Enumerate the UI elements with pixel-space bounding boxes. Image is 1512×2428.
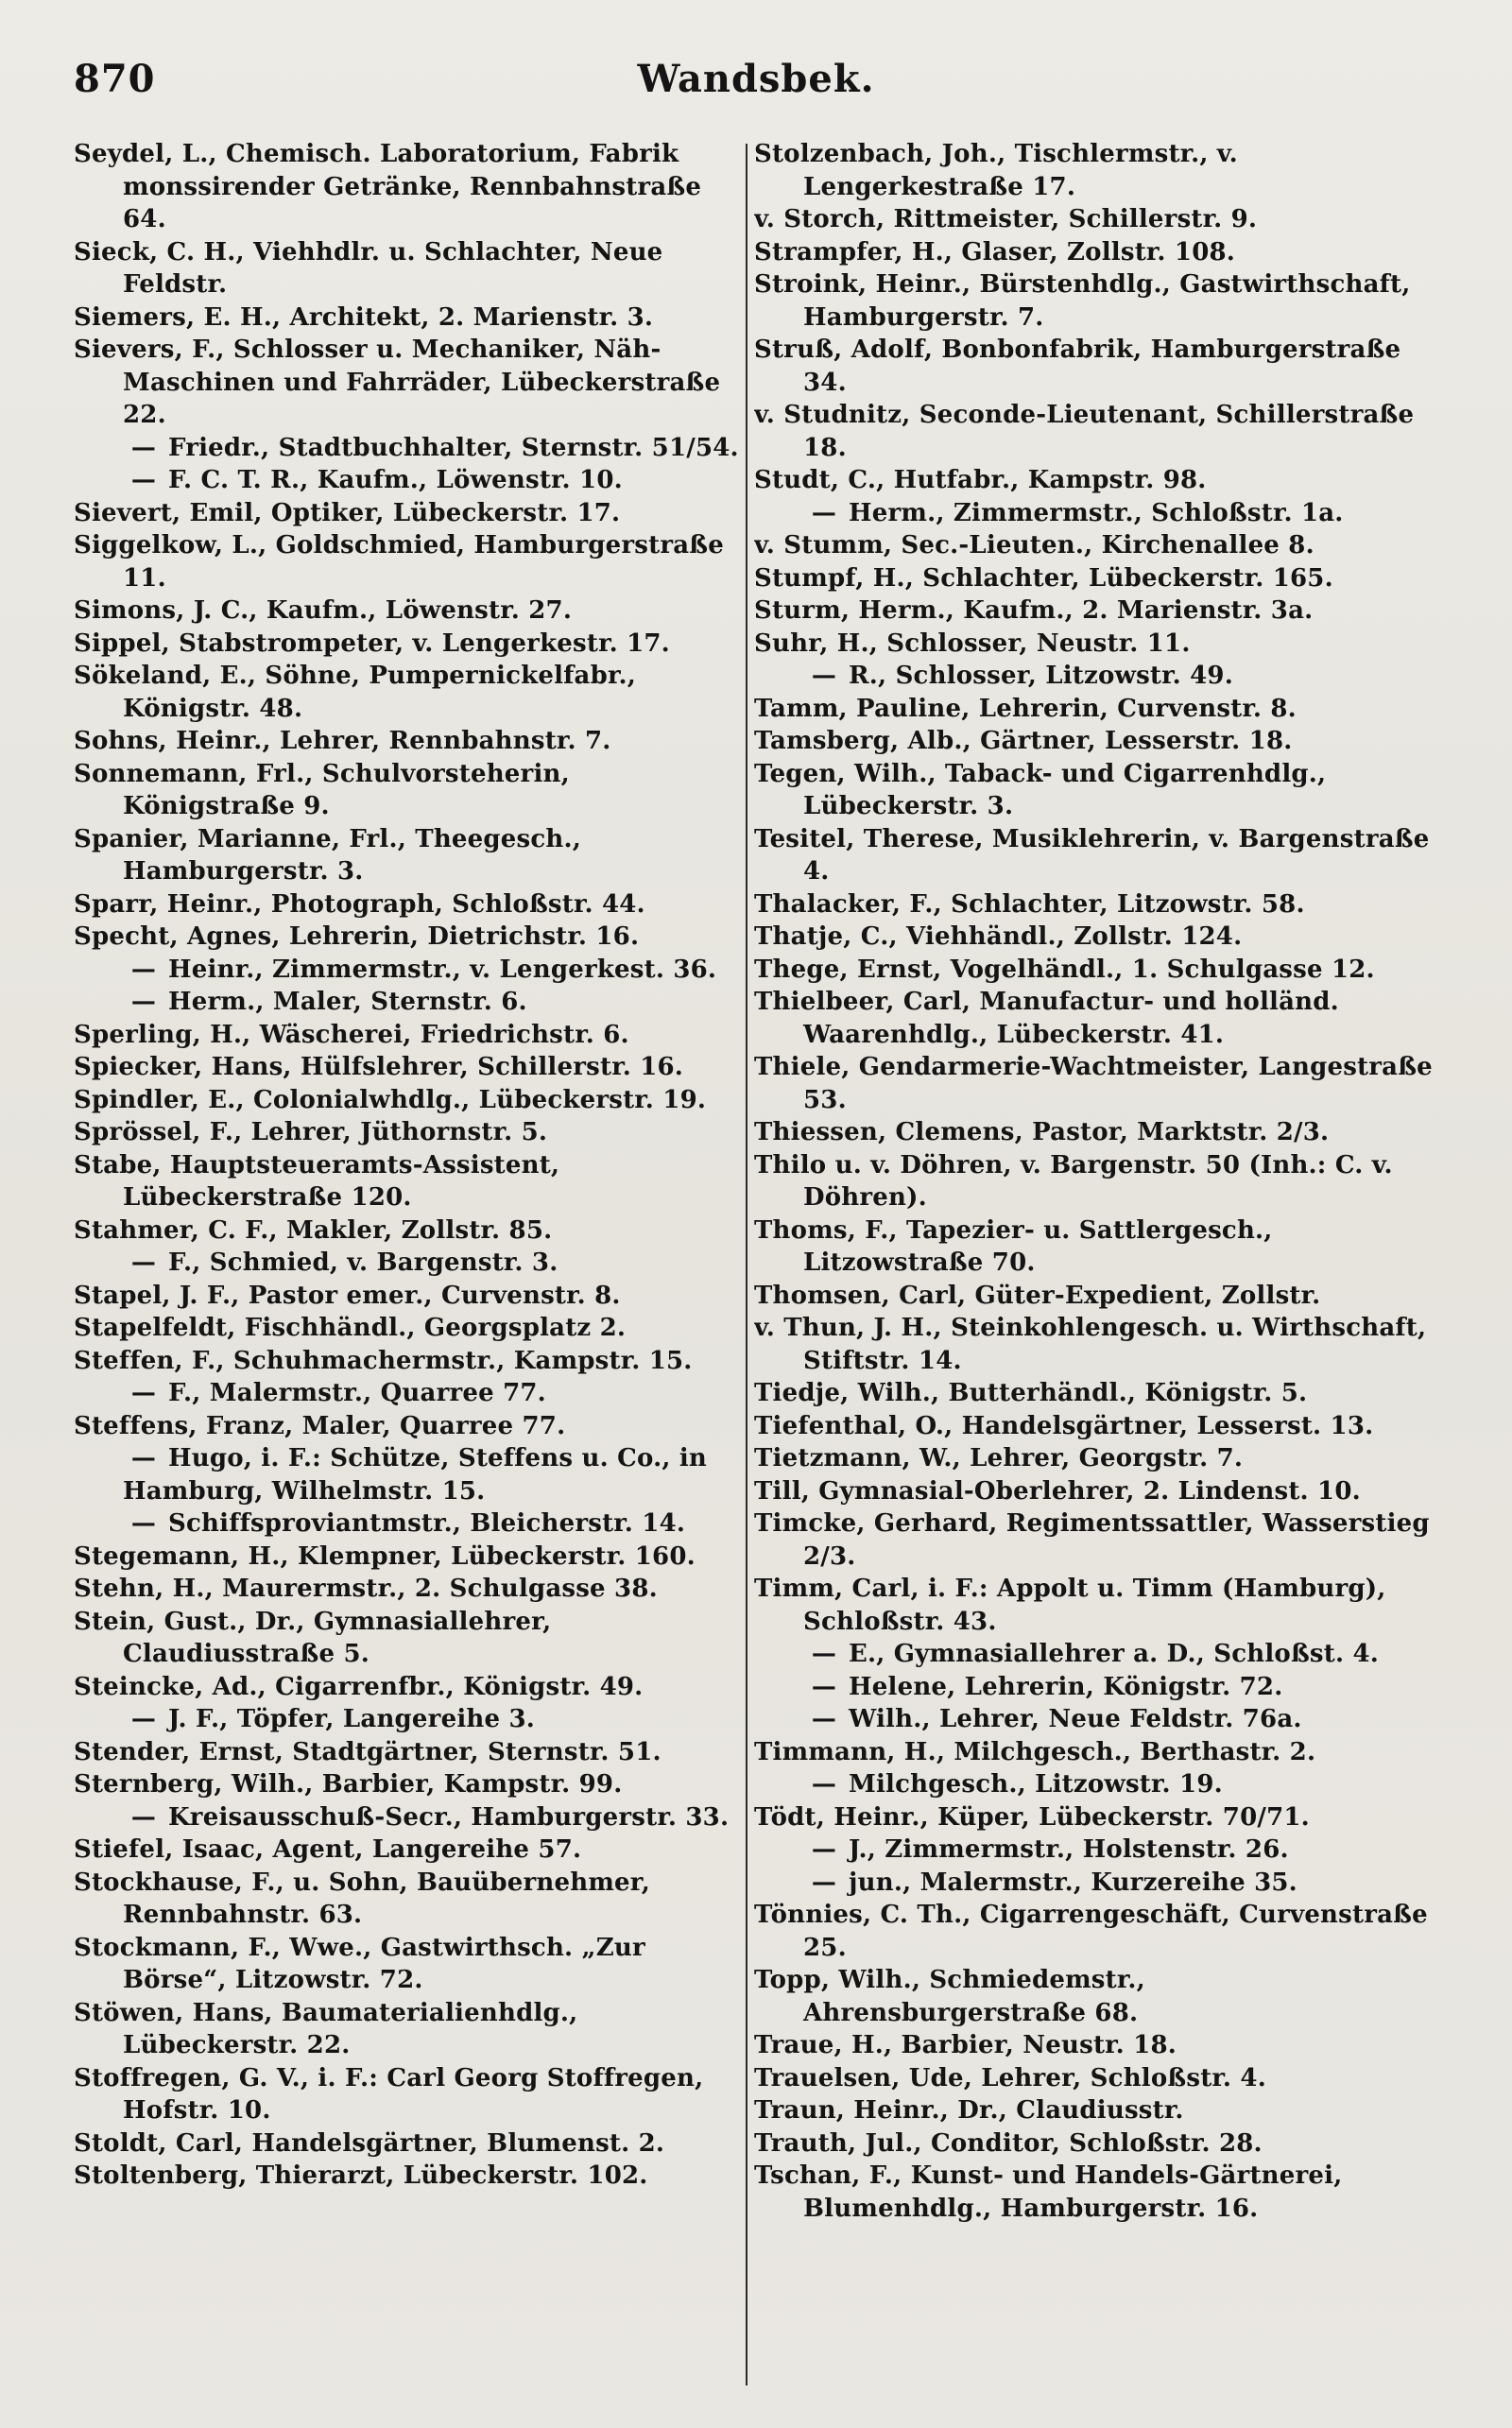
entry-text: Stoldt, Carl, Handelsgärtner, Blumenst. 2. [74, 2128, 665, 2158]
entry-text: E., Gymnasiallehrer a. D., Schloßst. 4. [849, 1640, 1379, 1668]
entry-text: Steincke, Ad., Cigarrenfbr., Königstr. 49. [74, 1672, 644, 1701]
entry-text: Herm., Maler, Sternstr. 6. [168, 988, 527, 1016]
running-head: Wandsbek. [637, 57, 875, 101]
directory-entry [74, 1377, 741, 1410]
entry-text: Till, Gymnasial-Oberlehrer, 2. Lindenst. 10. [754, 1476, 1361, 1506]
entry-text: Tietzmann, W., Lehrer, Georgstr. 7. [754, 1444, 1244, 1472]
directory-entry [74, 1084, 741, 1117]
directory-entry [74, 1541, 741, 1574]
directory-entry [754, 529, 1436, 562]
directory-entry [74, 1345, 741, 1378]
entry-text: Sturm, Herm., Kaufm., 2. Marienstr. 3a. [754, 596, 1314, 625]
entry-text: Sieck, C. H., Viehhdlr. u. Schlachter, Neue Feldstr. [74, 237, 663, 299]
entry-text: R., Schlosser, Litzowstr. 49. [849, 662, 1233, 690]
entry-text: Tschan, F., Kunst- und Handels-Gärtnerei, Blumenhdlg., Hamburgerstr. 16. [754, 2161, 1343, 2223]
directory-entry [754, 1768, 1436, 1801]
directory-entry [74, 1801, 741, 1834]
entry-text: Tiedje, Wilh., Butterhändl., Königstr. 5. [754, 1379, 1308, 1407]
entry-text: Wilh., Lehrer, Neue Feldstr. 76a. [849, 1705, 1302, 1733]
entry-text: Stroink, Heinr., Bürstenhdlg., Gastwirthschaft, Hamburgerstr. 7. [754, 270, 1411, 332]
directory-entry [754, 693, 1436, 726]
directory-entry [74, 1507, 741, 1541]
entry-text: Sökeland, E., Söhne, Pumpernickelfabr., Königstr. 48. [74, 662, 636, 723]
directory-entry [754, 138, 1436, 203]
directory-entry [754, 2127, 1436, 2161]
repeat-dash: — [130, 466, 157, 494]
directory-entry [754, 334, 1436, 399]
entry-text: v. Stumm, Sec.-Lieuten., Kirchenallee 8. [754, 531, 1314, 560]
entry-text: Spanier, Marianne, Frl., Theegesch., Hamburgerstr. 3. [74, 824, 582, 886]
directory-entry [754, 236, 1436, 269]
entry-text: Sievert, Emil, Optiker, Lübeckerstr. 17. [74, 498, 621, 527]
entry-text: Siggelkow, L., Goldschmied, Hamburgerstraße 11. [74, 531, 724, 593]
entry-text: Tegen, Wilh., Taback- und Cigarrenhdlg., Lübeckerstr. 3. [754, 759, 1327, 820]
directory-entry [74, 921, 741, 954]
directory-entry [754, 986, 1436, 1051]
directory-entry [74, 432, 741, 465]
directory-entry [74, 1867, 741, 1932]
directory-entry [754, 1834, 1436, 1867]
entry-text: Thege, Ernst, Vogelhändl., 1. Schulgasse 12. [754, 955, 1375, 984]
entry-text: Sternberg, Wilh., Barbier, Kampstr. 99. [74, 1770, 623, 1799]
repeat-dash: — [130, 433, 157, 462]
directory-entry [754, 2160, 1436, 2225]
entry-text: Siemers, E. H., Architekt, 2. Marienstr. 3. [74, 302, 654, 332]
directory-entry [754, 1214, 1436, 1280]
directory-entry [754, 1475, 1436, 1508]
entry-text: Stiefel, Isaac, Agent, Langereihe 57. [74, 1835, 582, 1864]
entry-text: Thomsen, Carl, Güter-Expedient, Zollstr. [754, 1281, 1321, 1310]
entry-text: Stegemann, H., Klempner, Lübeckerstr. 160. [74, 1541, 696, 1571]
directory-entry [754, 399, 1436, 464]
entry-text: Tamm, Pauline, Lehrerin, Curvenstr. 8. [754, 694, 1297, 723]
directory-entry [754, 725, 1436, 758]
directory-entry [74, 497, 741, 530]
repeat-dash: — [811, 1640, 837, 1668]
directory-entry [754, 1801, 1436, 1834]
directory-entry [754, 1736, 1436, 1769]
entry-text: Stein, Gust., Dr., Gymnasiallehrer, Claudiusstraße 5. [74, 1607, 552, 1668]
directory-entry [74, 334, 741, 432]
repeat-dash: — [811, 1868, 837, 1897]
repeat-dash: — [811, 662, 837, 690]
directory-entry [74, 1997, 741, 2062]
directory-entry [74, 1149, 741, 1214]
directory-entry [74, 1442, 741, 1507]
directory-entry [74, 1410, 741, 1443]
directory-entry [754, 660, 1436, 693]
entry-text: Stolzenbach, Joh., Tischlermstr., v. Lengerkestraße 17. [754, 140, 1238, 201]
page-number: 870 [74, 57, 156, 101]
directory-entry [74, 1671, 741, 1704]
entry-text: Hugo, i. F.: Schütze, Steffens u. Co., in Hamburg, Wilhelmstr. 15. [123, 1444, 708, 1506]
entry-text: Thoms, F., Tapezier- u. Sattlergesch., Litzowstraße 70. [754, 1215, 1273, 1277]
repeat-dash: — [130, 1379, 157, 1407]
directory-entry [754, 268, 1436, 334]
entry-text: v. Thun, J. H., Steinkohlengesch. u. Wirthschaft, Stiftstr. 14. [754, 1314, 1427, 1375]
directory-entry [74, 1606, 741, 1671]
entry-text: Schiffsproviantmstr., Bleicherstr. 14. [168, 1509, 686, 1538]
directory-entry [74, 594, 741, 628]
directory-entry [754, 1051, 1436, 1116]
entry-text: Tesitel, Therese, Musiklehrerin, v. Bargenstraße 4. [754, 824, 1430, 886]
entry-text: Thalacker, F., Schlachter, Litzowstr. 58. [754, 889, 1305, 919]
entry-text: Spiecker, Hans, Hülfslehrer, Schillerstr. 16. [74, 1053, 684, 1081]
entry-text: Milchgesch., Litzowstr. 19. [849, 1770, 1223, 1799]
left-column [74, 138, 741, 2387]
entry-text: Helene, Lehrerin, Königstr. 72. [849, 1672, 1283, 1701]
entry-text: Topp, Wilh., Schmiedemstr., Ahrensburgerstraße 68. [754, 1966, 1145, 2027]
directory-entry [754, 1703, 1436, 1736]
entry-text: Suhr, H., Schlosser, Neustr. 11. [754, 629, 1191, 658]
entry-text: Thiele, Gendarmerie-Wachtmeister, Langestraße 53. [754, 1053, 1433, 1114]
entry-text: Thilo u. v. Döhren, v. Bargenstr. 50 (Inh.: C. v. Döhren). [754, 1150, 1393, 1212]
directory-entry [754, 1312, 1436, 1377]
directory-entry [74, 758, 741, 823]
directory-entry [754, 464, 1436, 497]
entry-text: Stumpf, H., Schlachter, Lübeckerstr. 165. [754, 563, 1333, 593]
entry-text: Steffen, F., Schuhmachermstr., Kampstr. 15. [74, 1346, 693, 1375]
directory-entry [74, 823, 741, 888]
entry-text: Stapel, J. F., Pastor emer., Curvenstr. 8. [74, 1281, 621, 1310]
directory-entry [754, 954, 1436, 987]
entry-text: Sprössel, F., Lehrer, Jüthornstr. 5. [74, 1118, 548, 1146]
entry-text: Struß, Adolf, Bonbonfabrik, Hamburgerstraße 34. [754, 336, 1401, 397]
directory-entry [754, 758, 1436, 823]
directory-entry [74, 628, 741, 661]
entry-text: Trauelsen, Ude, Lehrer, Schloßstr. 4. [754, 2063, 1266, 2092]
entry-text: Stoltenberg, Thierarzt, Lübeckerstr. 102. [74, 2161, 648, 2190]
entry-text: Sievers, F., Schlosser u. Mechaniker, Näh-Maschinen und Fahrräder, Lübeckerstraße 22. [74, 336, 721, 429]
entry-text: Sonnemann, Frl., Schulvorsteherin, Königstraße 9. [74, 759, 570, 820]
directory-entry [74, 888, 741, 921]
directory-entry [74, 1312, 741, 1345]
entry-text: v. Studnitz, Seconde-Lieutenant, Schillerstraße 18. [754, 401, 1415, 462]
directory-entry [74, 1051, 741, 1084]
entry-text: jun., Malermstr., Kurzereihe 35. [849, 1868, 1297, 1897]
entry-text: F., Schmied, v. Bargenstr. 3. [168, 1248, 558, 1277]
directory-entry [754, 628, 1436, 661]
entry-text: Spindler, E., Colonialwhdlg., Lübeckerstr. 19. [74, 1085, 707, 1114]
entry-text: Thielbeer, Carl, Manufactur- und holländ. Waarenhdlg., Lübeckerstr. 41. [754, 988, 1339, 1049]
directory-entry [754, 1377, 1436, 1410]
repeat-dash: — [130, 1444, 157, 1472]
right-column [754, 138, 1436, 2387]
entry-text: Stöwen, Hans, Baumaterialienhdlg., Lübeckerstr. 22. [74, 1998, 578, 2059]
directory-entry [74, 1247, 741, 1280]
entry-text: J. F., Töpfer, Langereihe 3. [168, 1705, 536, 1733]
entry-text: v. Storch, Rittmeister, Schillerstr. 9. [754, 205, 1258, 233]
directory-entry [754, 1149, 1436, 1214]
directory-entry [754, 1280, 1436, 1313]
entry-text: Thatje, C., Viehhändl., Zollstr. 124. [754, 922, 1243, 951]
directory-entry [754, 497, 1436, 530]
directory-entry [754, 562, 1436, 595]
entry-text: Herm., Zimmermstr., Schloßstr. 1a. [849, 498, 1344, 527]
directory-entry [74, 2127, 741, 2161]
entry-text: Tönnies, C. Th., Cigarrengeschäft, Curvenstraße 25. [754, 1901, 1428, 1962]
directory-entry [754, 2062, 1436, 2095]
directory-entry [754, 1410, 1436, 1443]
entry-text: Stockmann, F., Wwe., Gastwirthsch. „Zur Börse“, Litzowstr. 72. [74, 1933, 645, 1994]
directory-entry [754, 888, 1436, 921]
page-header [74, 57, 1438, 113]
directory-entry [74, 1019, 741, 1052]
repeat-dash: — [130, 1509, 157, 1538]
directory-entry [754, 2029, 1436, 2062]
entry-text: Traue, H., Barbier, Neustr. 18. [754, 2031, 1177, 2059]
directory-entry [74, 660, 741, 725]
entry-text: Tödt, Heinr., Küper, Lübeckerstr. 70/71. [754, 1802, 1310, 1832]
repeat-dash: — [811, 498, 837, 527]
repeat-dash: — [130, 955, 157, 984]
directory-entry [754, 1507, 1436, 1573]
directory-entry [74, 1573, 741, 1606]
entry-text: Steffens, Franz, Maler, Quarree 77. [74, 1411, 566, 1440]
repeat-dash: — [811, 1835, 837, 1864]
directory-entry [74, 301, 741, 335]
directory-entry [74, 1768, 741, 1801]
directory-entry [74, 986, 741, 1019]
entry-text: Sippel, Stabstrompeter, v. Lengerkestr. 17. [74, 629, 670, 658]
entry-text: Kreisausschuß-Secr., Hamburgerstr. 33. [168, 1802, 730, 1832]
directory-entry [754, 921, 1436, 954]
directory-entry [74, 236, 741, 301]
repeat-dash: — [130, 1248, 157, 1277]
directory-entry [754, 1964, 1436, 2029]
entry-text: Thiessen, Clemens, Pastor, Marktstr. 2/3. [754, 1118, 1330, 1146]
directory-entry [74, 1116, 741, 1149]
directory-entry [74, 1280, 741, 1313]
entry-text: Sohns, Heinr., Lehrer, Rennbahnstr. 7. [74, 727, 611, 755]
directory-entry [74, 1834, 741, 1867]
entry-text: Stabe, Hauptsteueramts-Assistent, Lübeckerstraße 120. [74, 1150, 560, 1212]
directory-entry [74, 1736, 741, 1769]
entry-text: Tamsberg, Alb., Gärtner, Lesserstr. 18. [754, 727, 1293, 755]
entry-text: Sparr, Heinr., Photograph, Schloßstr. 44. [74, 889, 645, 919]
entry-text: J., Zimmermstr., Holstenstr. 26. [849, 1835, 1289, 1864]
repeat-dash: — [811, 1770, 837, 1799]
entry-text: Friedr., Stadtbuchhalter, Sternstr. 51/54. [168, 433, 739, 462]
directory-entry [754, 1116, 1436, 1149]
directory-entry [754, 1638, 1436, 1671]
directory-entry [754, 594, 1436, 628]
directory-entry [754, 1671, 1436, 1704]
entry-text: F., Malermstr., Quarree 77. [168, 1379, 546, 1407]
entry-text: Stehn, H., Maurermstr., 2. Schulgasse 38. [74, 1575, 658, 1603]
directory-entry [754, 203, 1436, 236]
entry-text: Specht, Agnes, Lehrerin, Dietrichstr. 16. [74, 922, 640, 951]
directory-entry [74, 138, 741, 236]
entry-text: Traun, Heinr., Dr., Claudiusstr. [754, 2096, 1184, 2125]
entry-text: Stender, Ernst, Stadtgärtner, Sternstr. 51. [74, 1737, 662, 1766]
entry-text: Stockhause, F., u. Sohn, Bauübernehmer, Rennbahnstr. 63. [74, 1868, 651, 1929]
directory-entry [74, 1214, 741, 1248]
entry-text: F. C. T. R., Kaufm., Löwenstr. 10. [168, 466, 623, 494]
entry-text: Strampfer, H., Glaser, Zollstr. 108. [754, 237, 1236, 267]
entry-text: Tiefenthal, O., Handelsgärtner, Lesserst. 13. [754, 1411, 1374, 1440]
entry-text: Seydel, L., Chemisch. Laboratorium, Fabrik monssirender Getränke, Rennbahnstraße 64. [74, 140, 702, 233]
entry-text: Timcke, Gerhard, Regimentssattler, Wasserstieg 2/3. [754, 1509, 1430, 1571]
entry-text: Studt, C., Hutfabr., Kampstr. 98. [754, 466, 1207, 494]
directory-entry [754, 1867, 1436, 1900]
entry-text: Timmann, H., Milchgesch., Berthastr. 2. [754, 1737, 1316, 1766]
repeat-dash: — [811, 1705, 837, 1733]
entry-text: Stahmer, C. F., Makler, Zollstr. 85. [74, 1215, 553, 1245]
directory-entry [74, 1932, 741, 1997]
directory-entry [74, 954, 741, 987]
directory-entry [74, 725, 741, 758]
entry-text: Heinr., Zimmermstr., v. Lengerkest. 36. [168, 955, 717, 984]
repeat-dash: — [811, 1672, 837, 1701]
entry-text: Stoffregen, G. V., i. F.: Carl Georg Stoffregen, Hofstr. 10. [74, 2063, 704, 2125]
directory-entry [754, 1899, 1436, 1964]
entry-text: Simons, J. C., Kaufm., Löwenstr. 27. [74, 596, 573, 625]
directory-entry [754, 1573, 1436, 1638]
directory-entry [74, 2160, 741, 2193]
directory-entry [74, 464, 741, 497]
directory-entry [754, 823, 1436, 888]
entry-text: Stapelfeldt, Fischhändl., Georgsplatz 2. [74, 1314, 627, 1342]
repeat-dash: — [130, 988, 157, 1016]
directory-entry [754, 1442, 1436, 1475]
entry-text: Timm, Carl, i. F.: Appolt u. Timm (Hamburg), Schloßstr. 43. [754, 1575, 1386, 1636]
entry-text: Sperling, H., Wäscherei, Friedrichstr. 6. [74, 1020, 629, 1049]
directory-entry [74, 1703, 741, 1736]
entry-text: Trauth, Jul., Conditor, Schloßstr. 28. [754, 2128, 1263, 2158]
repeat-dash: — [130, 1802, 157, 1832]
directory-entry [74, 2062, 741, 2127]
column-divider [746, 144, 747, 2385]
directory-entry [754, 2094, 1436, 2127]
repeat-dash: — [130, 1705, 157, 1733]
directory-entry [74, 529, 741, 594]
